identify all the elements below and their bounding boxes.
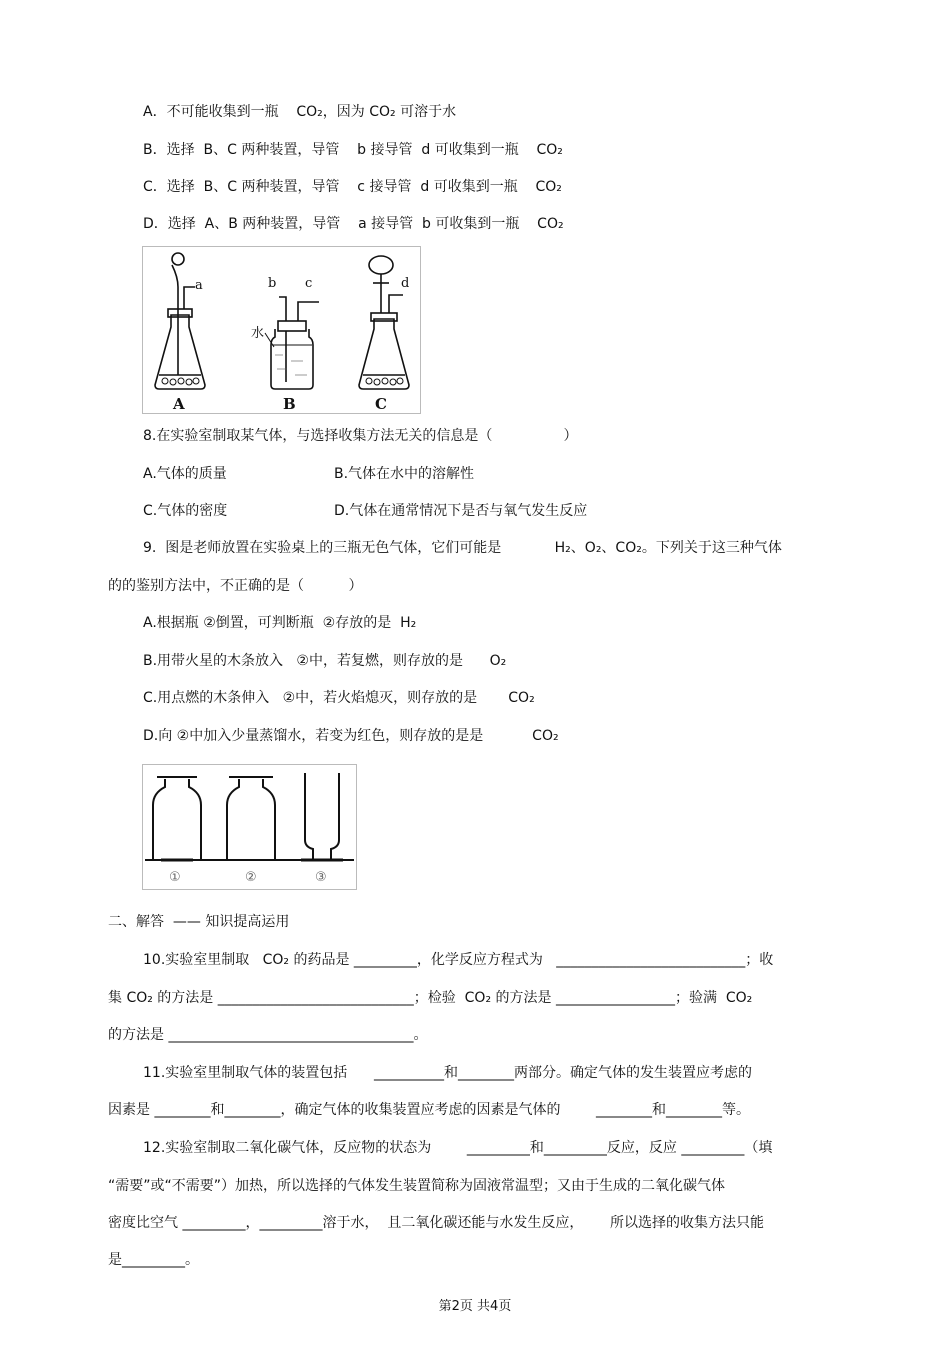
q8-option-d: D.气体在通常情况下是否与氧气发生反应 bbox=[334, 503, 588, 519]
q9-option-a: A.根据瓶 ②倒置，可判断瓶 ②存放的是 H₂ bbox=[143, 615, 417, 631]
q8-stem: 8.在实验室制取某气体，与选择收集方法无关的信息是（ ） bbox=[143, 428, 578, 444]
bottle-caption-1: ① bbox=[169, 870, 181, 885]
label-a: a bbox=[195, 278, 203, 293]
q7-option-c: C．选择 B、C 两种装置，导管 c 接导管 d 可收集到一瓶 CO₂ bbox=[143, 179, 562, 195]
q9-option-b: B.用带火星的木条放入 ②中，若复燃，则存放的是 O₂ bbox=[143, 653, 507, 669]
label-c: c bbox=[305, 276, 313, 291]
bottle-1 bbox=[153, 777, 201, 860]
label-d: d bbox=[401, 276, 410, 291]
label-b: b bbox=[268, 276, 277, 291]
caption-a: A bbox=[173, 395, 185, 413]
q9-option-c: C.用点燃的木条伸入 ②中，若火焰熄灭，则存放的是 CO₂ bbox=[143, 690, 535, 706]
bottle-2 bbox=[227, 777, 275, 860]
caption-b: B bbox=[283, 395, 296, 413]
q10-line1: 10.实验室里制取 CO₂ 的药品是 _________，化学反应方程式为 ___________________________；收 bbox=[143, 952, 774, 968]
q8-option-c: C.气体的密度 bbox=[143, 503, 228, 519]
q7-option-b: B．选择 B、C 两种装置，导管 b 接导管 d 可收集到一瓶 CO₂ bbox=[143, 142, 563, 158]
q11-line2: 因素是 ________和________，确定气体的收集装置应考虑的因素是气体的 ________和________等。 bbox=[108, 1102, 751, 1118]
q12-line4: 是_________。 bbox=[108, 1252, 199, 1268]
apparatus-a bbox=[155, 253, 205, 389]
q12-line3: 密度比空气 _________，_________溶于水， 且二氧化碳还能与水发生反应， 所以选择的收集方法只能 bbox=[108, 1215, 765, 1231]
q9-option-d: D.向 ②中加入少量蒸馏水，若变为红色，则存放的是是 CO₂ bbox=[143, 728, 559, 744]
caption-c: C bbox=[375, 395, 387, 413]
q9-stem-line1: 9. 图是老师放置在实验桌上的三瓶无色气体，它们可能是 H₂、O₂、CO₂。下列关于这三种气体 bbox=[143, 540, 782, 556]
q7-option-a: A．不可能收集到一瓶 CO₂，因为 CO₂ 可溶于水 bbox=[143, 104, 457, 120]
q8-option-a: A.气体的质量 bbox=[143, 466, 227, 482]
label-water: 水 bbox=[251, 326, 265, 341]
q12-line2: “需要”或“不需要”）加热，所以选择的气体发生装置简称为固液常温型；又由于生成的二氧化碳气体 bbox=[108, 1178, 726, 1194]
q11-line1: 11.实验室里制取气体的装置包括 __________和________两部分。确定气体的发生装置应考虑的 bbox=[143, 1065, 752, 1081]
q10-line2: 集 CO₂ 的方法是 ____________________________；检验 CO₂ 的方法是 _________________；验满 CO₂ bbox=[108, 990, 753, 1006]
q7-option-d: D．选择 A、B 两种装置，导管 a 接导管 b 可收集到一瓶 CO₂ bbox=[143, 216, 564, 232]
q9-stem-line2: 的的鉴别方法中，不正确的是（ ） bbox=[108, 578, 363, 594]
apparatus-b bbox=[265, 297, 319, 389]
q8-option-b: B.气体在水中的溶解性 bbox=[334, 466, 475, 482]
page-footer: 第2页 共4页 bbox=[438, 1299, 512, 1314]
bottle-caption-3: ③ bbox=[315, 870, 327, 885]
section-title: 二、解答 —— 知识提高运用 bbox=[108, 914, 290, 930]
bottles-figure bbox=[142, 764, 357, 890]
bottle-3 bbox=[301, 773, 343, 860]
apparatus-figure bbox=[142, 246, 421, 414]
q10-line3: 的方法是 ___________________________________。 bbox=[108, 1027, 428, 1043]
bottle-caption-2: ② bbox=[245, 870, 257, 885]
q12-line1: 12.实验室制取二氧化碳气体，反应物的状态为 _________和_________反应，反应 _________（填 bbox=[143, 1140, 773, 1156]
